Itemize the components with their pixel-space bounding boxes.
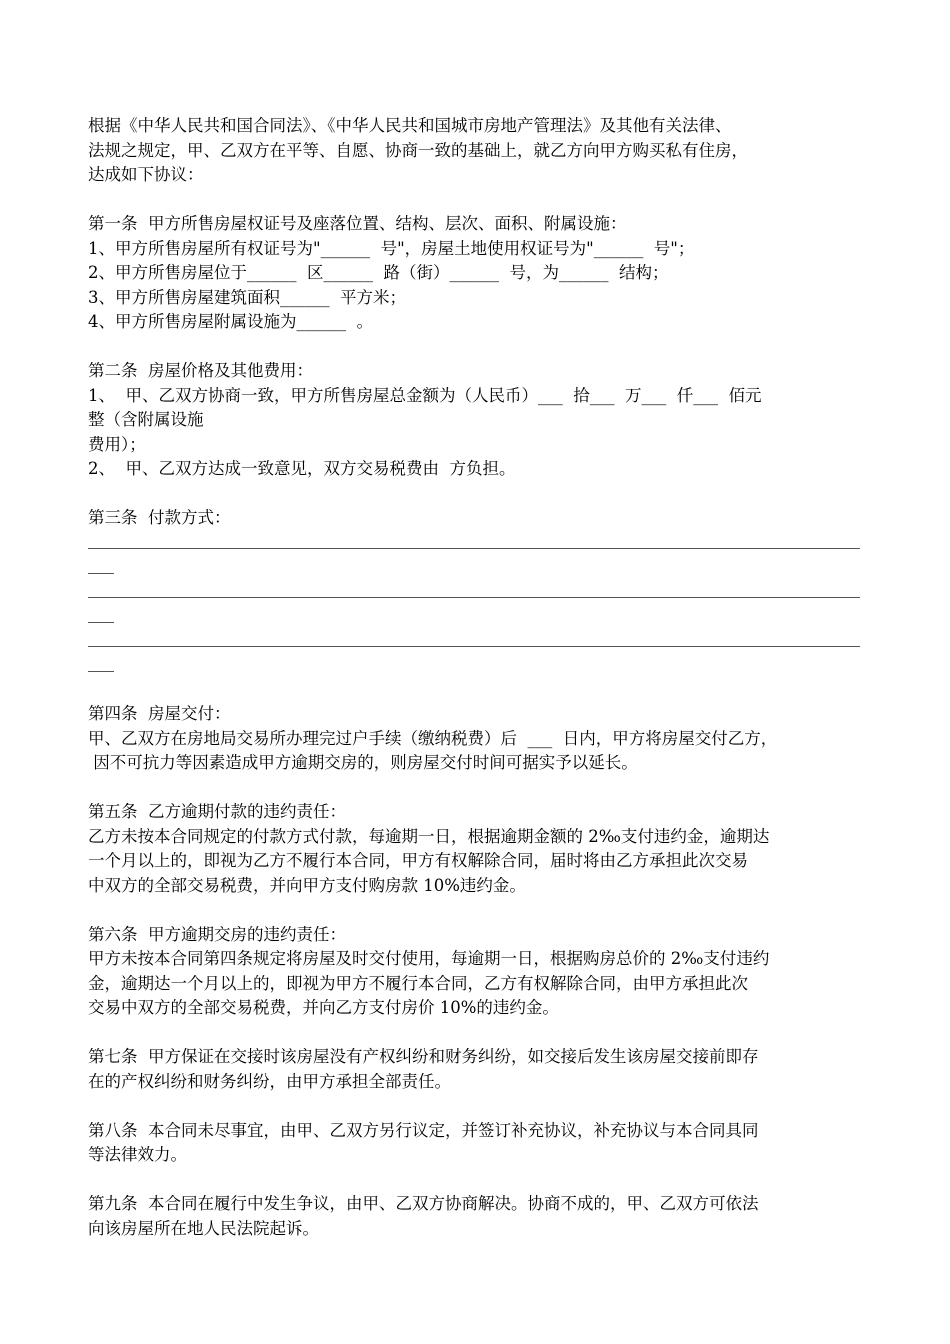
article-1: [88, 212, 868, 335]
paragraph-gap: [88, 898, 868, 923]
paragraph-gap: [88, 335, 868, 360]
payment-blank-line: [88, 531, 868, 556]
article-2-item: 费用）；: [88, 434, 146, 454]
paragraph-gap: [88, 1021, 868, 1046]
article-2-item: 整（含附属设施: [88, 410, 204, 429]
article-4-title: 第四条 房屋交付：: [88, 704, 231, 723]
paragraph-gap: [88, 1168, 868, 1193]
payment-blank-line: [88, 580, 868, 605]
article-8-body: 第八条 本合同未尽事宜，由甲、乙双方另行议定，并签订补充协议，补充协议与本合同具同: [88, 1120, 759, 1140]
article-8-body: 等法律效力。: [88, 1145, 187, 1164]
article-4: [88, 702, 868, 776]
paragraph-gap: [88, 1094, 868, 1119]
article-6-body: 金，逾期达一个月以上的，即视为甲方不履行本合同，乙方有权解除合同，由甲方承担此次: [88, 973, 748, 993]
article-6: [88, 923, 868, 1021]
article-1-title: 第一条 甲方所售房屋权证号及座落位置、结构、层次、面积、附属设施：: [88, 214, 627, 233]
article-6-title: 第六条 甲方逾期交房的违约责任：: [88, 924, 346, 944]
preamble-line: 达成如下协议：: [88, 165, 204, 184]
article-1-item: 4、甲方所售房屋附属设施为______ 。: [88, 312, 373, 331]
paragraph-gap: [88, 776, 868, 801]
article-9-body: 第九条 本合同在履行中发生争议，由甲、乙双方协商解决。协商不成的，甲、乙双方可依法: [88, 1194, 759, 1213]
article-5: [88, 800, 868, 898]
payment-blank-line-tail: [88, 604, 868, 629]
article-4-body: 甲、乙双方在房地局交易所办理完过户手续（缴纳税费）后 ___ 日内，甲方将房屋交付乙方，: [88, 728, 778, 748]
payment-blank-line-tail: [88, 555, 868, 580]
payment-blank-line: [88, 629, 868, 654]
article-2-title: 第二条 房屋价格及其他费用：: [88, 361, 313, 380]
contract-document: [88, 114, 868, 1241]
article-1-item: 2、甲方所售房屋位于______ 区______ 路（街）______ 号，为______ 结构；: [88, 263, 669, 282]
article-1-item: 1、甲方所售房屋所有权证号为"______ 号"，房屋土地使用权证号为"______ 号"；: [88, 238, 695, 258]
article-7-body: 第七条 甲方保证在交接时该房屋没有产权纠纷和财务纠纷，如交接后发生该房屋交接前即存: [88, 1047, 759, 1066]
paragraph-gap: [88, 188, 868, 213]
payment-blank-line-tail: [88, 653, 868, 678]
article-9: [88, 1192, 868, 1241]
article-9-body: 向该房屋所在地人民法院起诉。: [88, 1218, 319, 1238]
paragraph-gap: [88, 678, 868, 703]
article-1-item: 3、甲方所售房屋建筑面积______ 平方米；: [88, 287, 406, 307]
preamble-line: 根据《中华人民共和国合同法》、《中华人民共和国城市房地产管理法》及其他有关法律、: [88, 116, 732, 135]
article-5-title: 第五条 乙方逾期付款的违约责任：: [88, 802, 346, 821]
article-3: [88, 506, 868, 678]
article-7: [88, 1045, 868, 1094]
preamble-line: 法规之规定，甲、乙双方在平等、自愿、协商一致的基础上，就乙方向甲方购买私有住房，: [88, 140, 748, 160]
article-5-body: 一个月以上的，即视为乙方不履行本合同，甲方有权解除合同，届时将由乙方承担此次交易: [88, 851, 748, 870]
article-5-body: 乙方未按本合同规定的付款方式付款，每逾期一日，根据逾期金额的 2‰支付违约金，逾期达: [88, 826, 770, 846]
article-7-body: 在的产权纠纷和财务纠纷，由甲方承担全部责任。: [88, 1071, 451, 1091]
article-2-item: 1、 甲、乙双方协商一致，甲方所售房屋总金额为（人民币）___ 拾___ 万___ 仟___ 佰元: [88, 385, 762, 405]
article-2-item: 2、 甲、乙双方达成一致意见，双方交易税费由 方负担。: [88, 459, 516, 478]
article-4-body: 因不可抗力等因素造成甲方逾期交房的，则房屋交付时间可据实予以延长。: [88, 753, 638, 772]
preamble: [88, 114, 868, 188]
article-5-body: 中双方的全部交易税费，并向甲方支付购房款 10%违约金。: [88, 875, 526, 895]
article-3-title: 第三条 付款方式：: [88, 508, 231, 527]
article-8: [88, 1119, 868, 1168]
article-6-body: 交易中双方的全部交易税费，并向乙方支付房价 10%的违约金。: [88, 998, 559, 1017]
paragraph-gap: [88, 482, 868, 507]
article-6-body: 甲方未按本合同第四条规定将房屋及时交付使用，每逾期一日，根据购房总价的 2‰支付违约: [88, 949, 770, 968]
article-2: [88, 359, 868, 482]
